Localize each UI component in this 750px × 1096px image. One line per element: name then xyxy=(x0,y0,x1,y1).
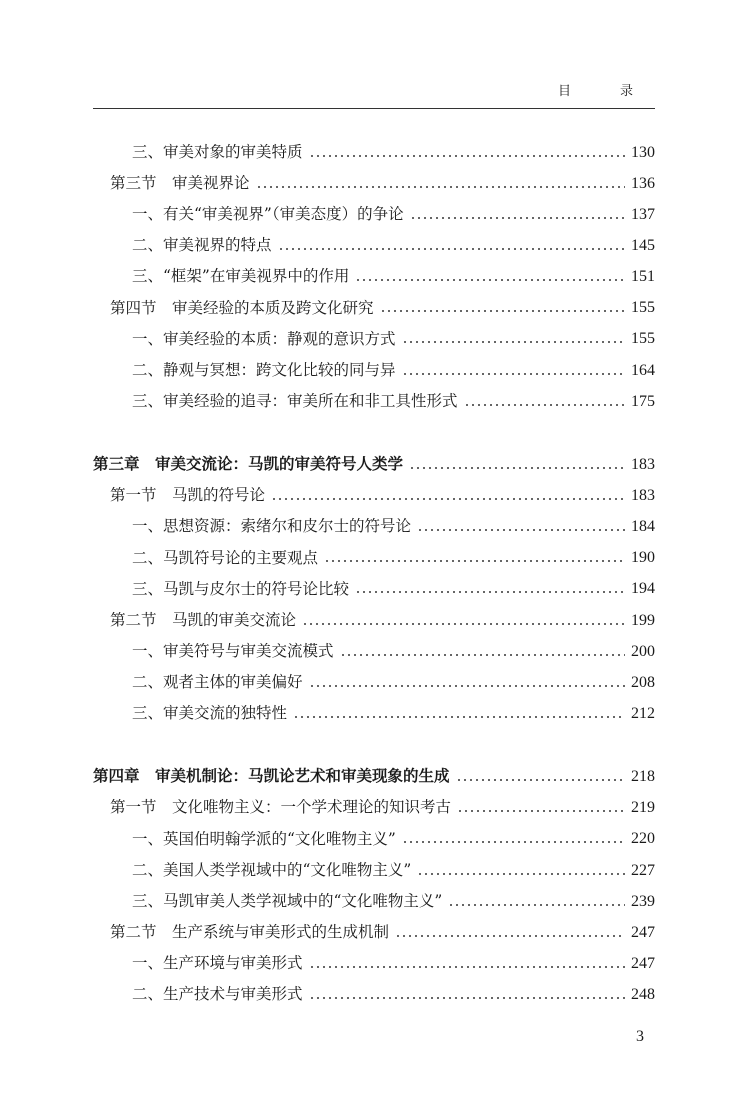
toc-entry-page: 136 xyxy=(631,174,655,192)
toc-entry-page: 247 xyxy=(631,954,655,972)
toc-entry-label: 一、审美符号与审美交流模式 xyxy=(132,641,334,660)
toc-entry-item[interactable] xyxy=(93,262,655,293)
dot-leader xyxy=(293,716,625,718)
toc-entry-page: 248 xyxy=(631,986,655,1004)
toc-entry-page: 183 xyxy=(631,455,655,473)
toc-entry-label: 第一节 马凯的符号论 xyxy=(110,486,266,505)
dot-leader xyxy=(456,779,625,781)
dot-leader xyxy=(457,810,625,812)
toc-entry-item[interactable] xyxy=(93,355,655,386)
dot-leader xyxy=(402,841,625,843)
toc-entry-page: 220 xyxy=(631,830,655,848)
toc-entry-page: 164 xyxy=(631,361,655,379)
dot-leader xyxy=(402,373,625,375)
toc-entry-label: 一、英国伯明翰学派的“文化唯物主义” xyxy=(132,829,396,848)
dot-leader xyxy=(302,623,625,625)
toc-entry-item[interactable] xyxy=(93,386,655,417)
toc-entry-item[interactable] xyxy=(93,230,655,261)
toc-entry-item[interactable] xyxy=(93,324,655,355)
toc-entry-page: 155 xyxy=(631,330,655,348)
toc-entry-item[interactable] xyxy=(93,824,655,855)
toc-entry-item[interactable] xyxy=(93,199,655,230)
dot-leader xyxy=(324,560,625,562)
toc-entry-item[interactable] xyxy=(93,137,655,168)
running-header xyxy=(93,80,655,109)
dot-leader xyxy=(380,310,625,312)
toc-entry-page: 247 xyxy=(631,923,655,941)
toc-entry-page: 190 xyxy=(631,549,655,567)
toc-entry-section[interactable] xyxy=(93,917,655,948)
dot-leader xyxy=(355,279,625,281)
toc-entry-chapter[interactable] xyxy=(93,449,655,480)
dot-leader xyxy=(309,155,625,157)
toc-entry-page: 227 xyxy=(631,861,655,879)
toc-entry-label: 三、审美经验的追寻：审美所在和非工具性形式 xyxy=(132,391,458,410)
toc-entry-label: 二、审美视界的特点 xyxy=(132,236,272,255)
toc-entry-page: 219 xyxy=(631,799,655,817)
page-number: 3 xyxy=(636,1028,644,1045)
toc-entry-section[interactable] xyxy=(93,293,655,324)
toc-entry-page: 212 xyxy=(631,704,655,722)
toc-entry-label: 三、马凯审美人类学视域中的“文化唯物主义” xyxy=(132,891,443,910)
toc-entry-label: 一、生产环境与审美形式 xyxy=(132,954,303,973)
toc-entry-page: 200 xyxy=(631,642,655,660)
toc-entry-item[interactable] xyxy=(93,574,655,605)
toc-entry-section[interactable] xyxy=(93,168,655,199)
toc-entry-label: 二、美国人类学视域中的“文化唯物主义” xyxy=(132,860,412,879)
toc-entry-label: 三、“框架”在审美视界中的作用 xyxy=(132,267,350,286)
toc-entry-item[interactable] xyxy=(93,948,655,979)
dot-leader xyxy=(271,498,625,500)
dot-leader xyxy=(309,997,625,999)
dot-leader xyxy=(309,685,625,687)
toc-entry-page: 130 xyxy=(631,143,655,161)
toc-entry-label: 一、审美经验的本质：静观的意识方式 xyxy=(132,329,396,348)
toc-entry-section[interactable] xyxy=(93,605,655,636)
toc-entry-label: 第二节 生产系统与审美形式的生成机制 xyxy=(110,923,390,942)
dot-leader xyxy=(417,529,625,531)
dot-leader xyxy=(448,904,625,906)
toc-entry-label: 第四章 审美机制论：马凯论艺术和审美现象的生成 xyxy=(93,767,450,786)
toc-entry-page: 239 xyxy=(631,892,655,910)
dot-leader xyxy=(409,467,625,469)
dot-leader xyxy=(395,935,625,937)
toc-entry-item[interactable] xyxy=(93,636,655,667)
dot-leader xyxy=(309,966,625,968)
toc-entry-page: 151 xyxy=(631,268,655,286)
toc-entry-label: 三、审美交流的独特性 xyxy=(132,704,288,723)
toc-entry-item[interactable] xyxy=(93,855,655,886)
toc-entry-label: 一、思想资源：索绪尔和皮尔士的符号论 xyxy=(132,517,412,536)
toc-entry-item[interactable] xyxy=(93,886,655,917)
dot-leader xyxy=(256,186,625,188)
toc-entry-label: 三、审美对象的审美特质 xyxy=(132,142,303,161)
toc-entry-item[interactable] xyxy=(93,667,655,698)
toc-entry-section[interactable] xyxy=(93,480,655,511)
toc-entry-label: 第三节 审美视界论 xyxy=(110,173,250,192)
toc-entry-item[interactable] xyxy=(93,980,655,1011)
toc-entry-label: 二、马凯符号论的主要观点 xyxy=(132,548,319,567)
dot-leader xyxy=(417,873,625,875)
dot-leader xyxy=(410,217,625,219)
toc-entry-label: 三、马凯与皮尔士的符号论比较 xyxy=(132,579,350,598)
toc-entry-label: 第四节 审美经验的本质及跨文化研究 xyxy=(110,298,374,317)
toc-entry-label: 第一节 文化唯物主义：一个学术理论的知识考古 xyxy=(110,798,452,817)
toc-entry-label: 二、生产技术与审美形式 xyxy=(132,985,303,1004)
toc-entry-page: 145 xyxy=(631,236,655,254)
dot-leader xyxy=(278,248,625,250)
toc-entry-page: 218 xyxy=(631,768,655,786)
toc-entry-page: 184 xyxy=(631,518,655,536)
toc-entry-item[interactable] xyxy=(93,543,655,574)
dot-leader xyxy=(340,654,625,656)
toc-entry-item[interactable] xyxy=(93,512,655,543)
toc-entry-label: 二、观者主体的审美偏好 xyxy=(132,673,303,692)
dot-leader xyxy=(402,341,625,343)
toc-entry-page: 208 xyxy=(631,673,655,691)
toc-entry-item[interactable] xyxy=(93,698,655,729)
dot-leader xyxy=(464,404,625,406)
toc-entry-page: 155 xyxy=(631,299,655,317)
toc-entry-chapter[interactable] xyxy=(93,762,655,793)
toc-entry-label: 第二节 马凯的审美交流论 xyxy=(110,610,297,629)
table-of-contents xyxy=(93,137,655,1011)
toc-entry-page: 183 xyxy=(631,486,655,504)
toc-entry-page: 175 xyxy=(631,392,655,410)
toc-entry-section[interactable] xyxy=(93,793,655,824)
toc-entry-page: 194 xyxy=(631,580,655,598)
header-title: 目 录 xyxy=(557,84,651,99)
toc-entry-label: 第三章 审美交流论：马凯的审美符号人类学 xyxy=(93,455,404,474)
toc-entry-page: 199 xyxy=(631,611,655,629)
toc-entry-page: 137 xyxy=(631,205,655,223)
dot-leader xyxy=(355,591,625,593)
toc-entry-label: 二、静观与冥想：跨文化比较的同与异 xyxy=(132,360,396,379)
toc-entry-label: 一、有关“审美视界”（审美态度）的争论 xyxy=(132,205,404,224)
